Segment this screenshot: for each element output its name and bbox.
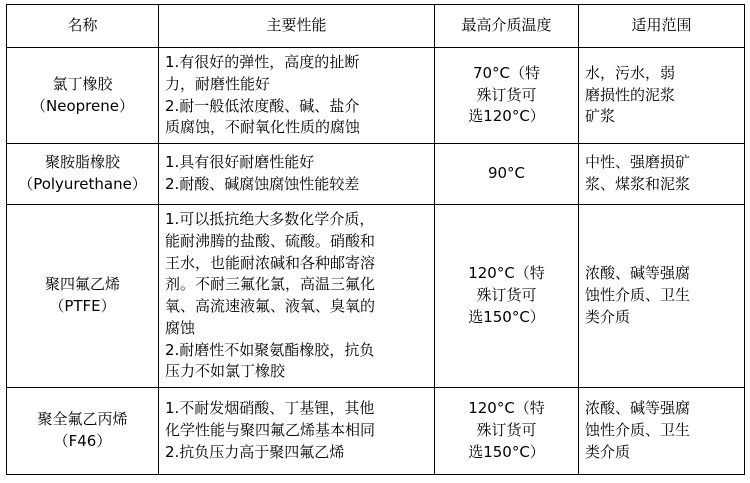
table-header-row: [7, 5, 745, 48]
cell-material-name: 聚四氟乙烯 （PTFE）: [7, 205, 159, 388]
cell-material-name: 氯丁橡胶 （Neoprene）: [7, 48, 159, 144]
cell-temperature: 70°C（特 殊订货可 选120°C）: [435, 48, 579, 144]
cell-temperature: 90°C: [435, 144, 579, 205]
material-spec-table: [6, 4, 745, 475]
cell-performance: 1.可以抵抗绝大多数化学介质， 能耐沸腾的盐酸、硫酸。硝酸和 王水，也能耐浓碱和各种邮寄溶 剂。不耐三氟化氯，高温三氟化 氧、高流速液氟、液氧、臭氧的 腐蚀 2.耐磨性不如聚氨酯橡胶，抗负 压力不如氯丁橡胶: [159, 205, 435, 388]
cell-scope: 浓酸、碱等强腐 蚀性介质、卫生 类介质: [579, 205, 745, 388]
column-header-name: 名称: [7, 5, 159, 48]
cell-performance: 1.具有很好耐磨性能好 2.耐酸、碱腐蚀腐蚀性能较差: [159, 144, 435, 205]
cell-temperature: 120°C（特 殊订货可 选150°C）: [435, 205, 579, 388]
table-header: [7, 5, 745, 48]
table-row: [7, 205, 745, 388]
cell-performance: 1.不耐发烟硝酸、丁基锂，其他 化学性能与聚四氟乙烯基本相同 2.抗负压力高于聚四氟乙烯: [159, 388, 435, 475]
column-header-performance: 主要性能: [159, 5, 435, 48]
table-body: [7, 48, 745, 475]
column-header-scope: 适用范围: [579, 5, 745, 48]
cell-material-name: 聚胺脂橡胶 （Polyurethane）: [7, 144, 159, 205]
table-row: [7, 144, 745, 205]
cell-performance: 1.有很好的弹性，高度的扯断 力，耐磨性能好 2.耐一般低浓度酸、碱、盐介 质腐蚀，不耐氧化性质的腐蚀: [159, 48, 435, 144]
cell-material-name: 聚全氟乙丙烯 （F46）: [7, 388, 159, 475]
column-header-max-temperature: 最高介质温度: [435, 5, 579, 48]
cell-scope: 水，污水，弱 磨损性的泥浆 矿浆: [579, 48, 745, 144]
table-row: [7, 48, 745, 144]
table-row: [7, 388, 745, 475]
cell-scope: 浓酸、碱等强腐 蚀性介质、卫生 类介质: [579, 388, 745, 475]
cell-scope: 中性、强磨损矿 浆、煤浆和泥浆: [579, 144, 745, 205]
cell-temperature: 120°C（特 殊订货可 选150°C）: [435, 388, 579, 475]
